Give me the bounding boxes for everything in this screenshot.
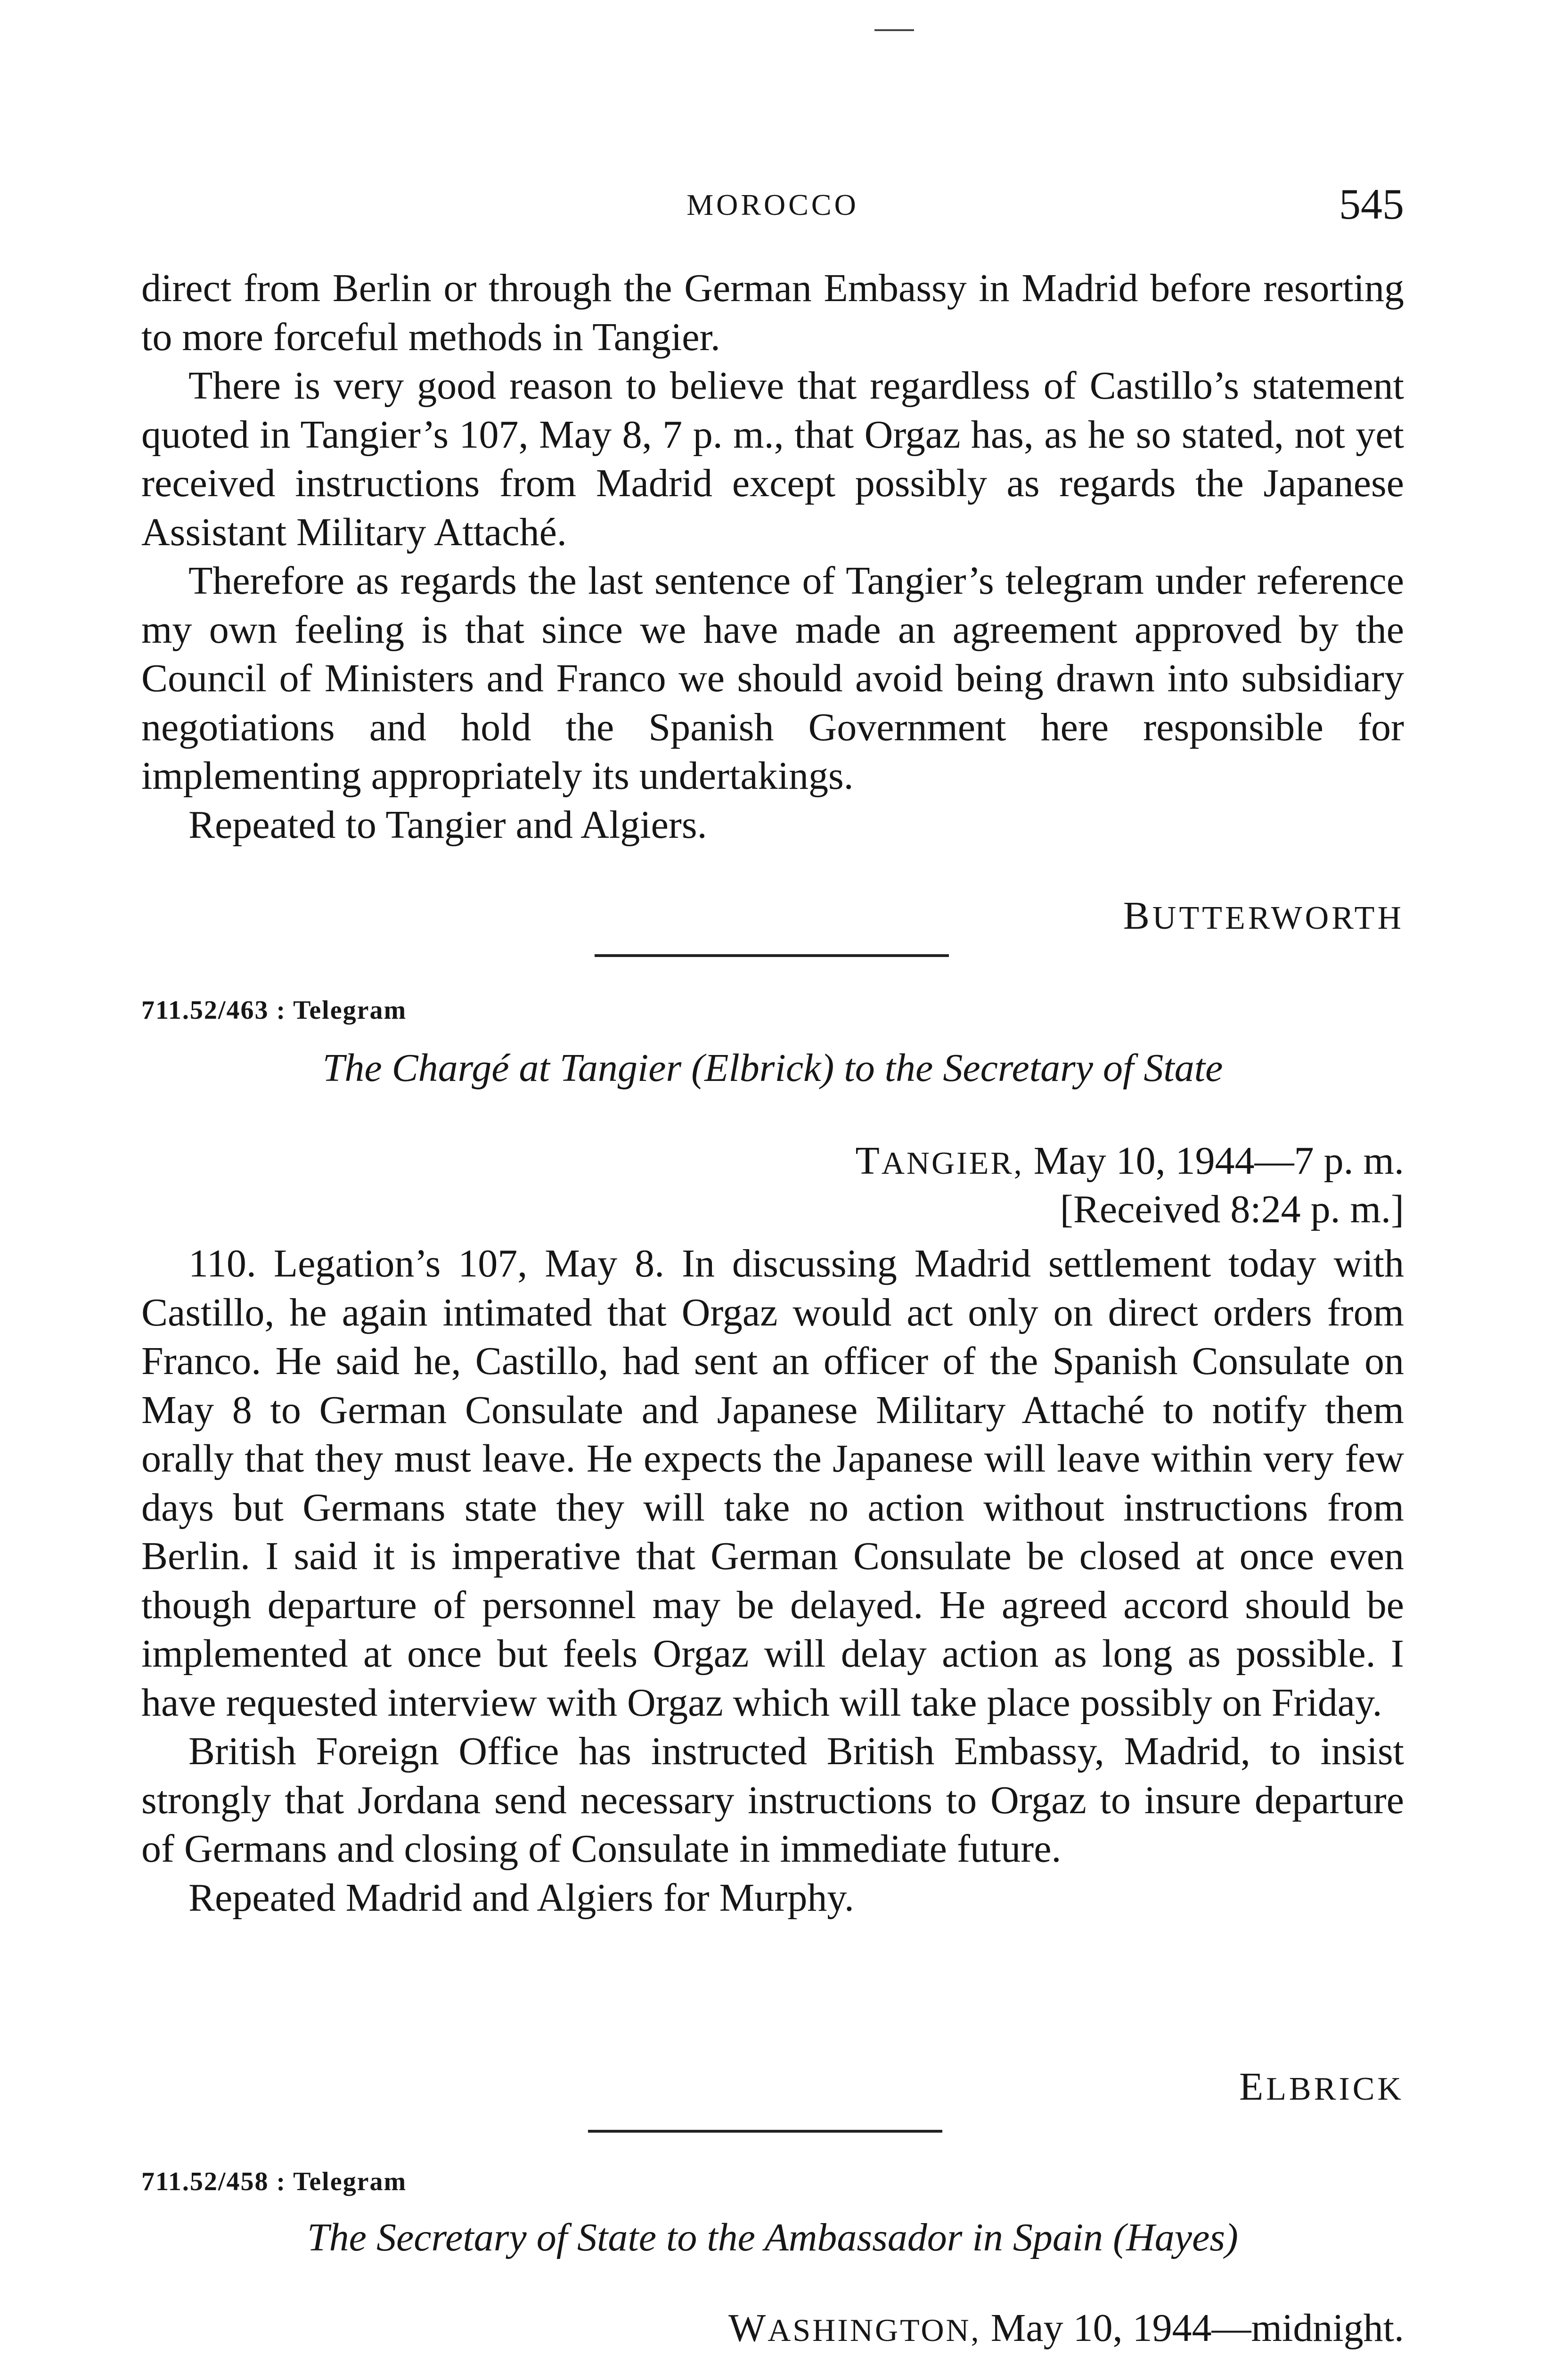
page-top-mark	[874, 29, 914, 31]
doc1-paragraph: Therefore as regards the last sentence of Tangier’s telegram under reference my own feeling is that since we have made an agreement approved by the Council of Ministers and Franco we should avoid being drawn into subsidiary negotiations and hold the Spanish Government here responsible for implementing appropriately its undertakings.	[141, 559, 1404, 798]
page-number: 545	[1339, 180, 1404, 228]
running-title: MOROCCO	[686, 188, 859, 221]
doc1-paragraph: Repeated to Tangier and Algiers.	[188, 802, 707, 847]
doc3-paragraph	[141, 2354, 1404, 2356]
doc2-paragraph: 110. Legation’s 107, May 8. In discussing Madrid settlement today with Castillo, he again intimated that Orgaz would act only on direct orders from Franco. He said he, Castillo, had sent an officer of the Spanish Consulate on May 8 to German Consulate and Japanese Military Attaché to notify them orally that they must leave. He expects the Japanese will leave within very few days but Germans state they will take no action without instructions from Berlin. I said it is imperative that German Consulate be closed at once even though departure of personnel may be delayed. He agreed accord should be implemented at once but feels Orgaz will delay action as long as possible. I have requested interview with Orgaz which will take place possibly on Friday.	[141, 1242, 1404, 1725]
doc2-paragraph: British Foreign Office has instructed British Embassy, Madrid, to insist strongly that Jordana send necessary instructions to Orgaz to insure departure of Germans and closing of Consulate in immediate future.	[141, 1729, 1404, 1871]
doc2-signature: ELBRICK	[1239, 2065, 1404, 2109]
doc3-title: The Secretary of State to the Ambassador in Spain (Hayes)	[307, 2216, 1239, 2259]
doc3-body	[141, 2354, 1404, 2356]
doc1-signature: BUTTERWORTH	[1123, 894, 1404, 938]
doc2-paragraph: Repeated Madrid and Algiers for Murphy.	[188, 1875, 854, 1920]
doc3-file-reference: 711.52/458 : Telegram	[141, 2167, 407, 2196]
doc1-body	[141, 264, 1404, 849]
doc1-paragraph: There is very good reason to believe that regardless of Castillo’s statement quoted in Tangier’s 107, May 8, 7 p. m., that Orgaz has, as he so stated, not yet received instructions from Madrid except possibly as regards the Japanese Assistant Military Attaché.	[141, 364, 1404, 554]
doc1-paragraph: direct from Berlin or through the German Embassy in Madrid before resorting to more forceful methods in Tangier.	[141, 266, 1404, 359]
doc2-body	[141, 1239, 1404, 1922]
doc2-title: The Chargé at Tangier (Elbrick) to the Secretary of State	[322, 1046, 1223, 1090]
section-divider	[588, 2130, 942, 2133]
section-divider	[595, 954, 949, 957]
doc2-received: [Received 8:24 p. m.]	[1060, 1187, 1404, 1231]
doc2-dateline: TANGIER, May 10, 1944—7 p. m.	[855, 1139, 1404, 1183]
doc2-file-reference: 711.52/463 : Telegram	[141, 996, 407, 1025]
doc3-dateline: WASHINGTON, May 10, 1944—midnight.	[728, 2306, 1404, 2350]
running-header	[141, 180, 1404, 230]
